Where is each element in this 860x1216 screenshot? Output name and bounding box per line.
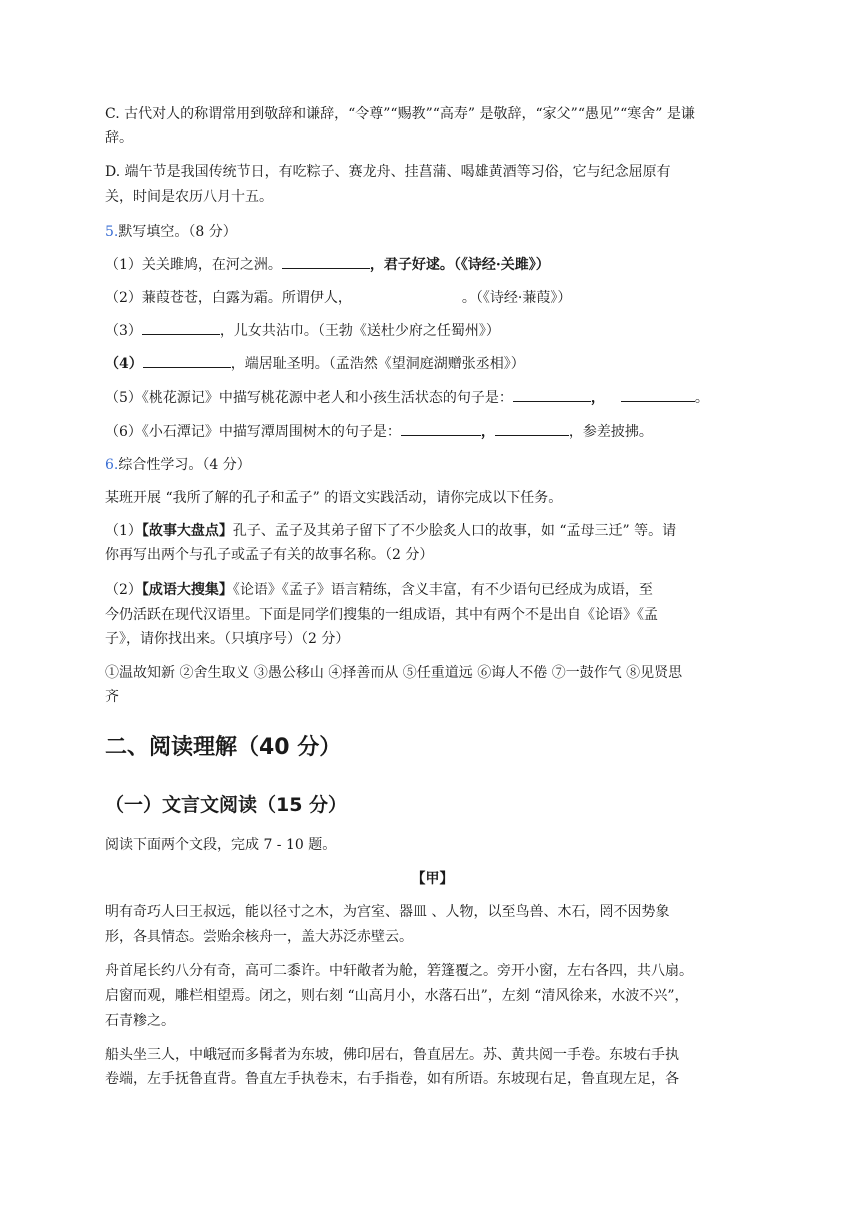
option-c-line-2: 辞。 xyxy=(105,130,133,146)
question-title-text: 默写填空。（8 分） xyxy=(118,224,237,240)
item-text: ，端居耻圣明。（孟浩然《望洞庭湖赠张丞相》） xyxy=(230,356,525,372)
section-heading: 二、阅读理解（40 分） xyxy=(105,735,342,760)
question-number: 6. xyxy=(105,457,119,473)
q5-item-3 xyxy=(105,318,760,344)
q6-task-1-line-1 xyxy=(105,518,760,544)
answer-blank[interactable] xyxy=(142,319,220,335)
answer-blank[interactable] xyxy=(513,386,591,402)
item-text: ，参差披拂。 xyxy=(568,424,653,440)
q6-task-2-line-1 xyxy=(105,577,760,603)
q6-task-2-line-3: 子》，请你找出来。（只填序号）（2 分） xyxy=(105,631,350,647)
answer-blank[interactable] xyxy=(143,352,231,368)
question-6-title xyxy=(105,452,760,478)
task-text: 《论语》《孟子》语言精练，含义丰富，有不少语句已经成为成语，至 xyxy=(232,582,653,598)
passage-label: 【甲】 xyxy=(411,871,454,887)
q6-idioms-line-2: 齐 xyxy=(105,689,119,705)
q6-idioms-line-1: ①温故知新 ②舍生取义 ③愚公移山 ④择善而从 ⑤任重道远 ⑥诲人不倦 ⑦一鼓作气 ⑧见贤思 xyxy=(105,665,683,681)
q6-task-1-line-2: 你再写出两个与孔子或孟子有关的故事名称。（2 分） xyxy=(105,547,434,563)
subsection-heading: （一）文言文阅读（15 分） xyxy=(105,794,348,816)
item-text: （2）蒹葭苍苍，白露为霜。所谓伊人， xyxy=(105,290,352,306)
item-text: （1）关关雎鸠，在河之洲。 xyxy=(105,257,282,273)
option-c-line-1: C. 古代对人的称谓常用到敬辞和谦辞，“令尊”“赐教”“高寿” 是敬辞，“家父”“愚见”“寒舍” 是谦 xyxy=(105,106,695,122)
item-text: 。（《诗经·蒹葭》） xyxy=(461,290,572,306)
passage-para-2-line-1: 舟首尾长约八分有奇，高可二黍许。中轩敞者为舱，箬篷覆之。旁开小窗，左右各四，共八扇。 xyxy=(105,963,693,979)
task-prefix: （2） xyxy=(105,582,142,598)
answer-blank[interactable] xyxy=(282,253,370,269)
question-5-title xyxy=(105,219,760,245)
q5-item-1 xyxy=(105,252,760,278)
option-d-line-2: 关，时间是农历八月十五。 xyxy=(105,189,273,205)
item-text: ， xyxy=(590,390,605,406)
passage-para-2-line-3: 石青糁之。 xyxy=(105,1013,175,1029)
task-prefix: （1） xyxy=(105,523,142,539)
passage-para-3-line-2: 卷端，左手抚鲁直背。鲁直左手执卷末，右手指卷，如有所语。东坡现右足，鲁直现左足，各 xyxy=(105,1071,679,1087)
item-text: （4） xyxy=(105,356,143,372)
item-text: （5）《桃花源记》中描写桃花源中老人和小孩生活状态的句子是： xyxy=(105,390,513,406)
passage-para-2-line-2: 启窗而观，雕栏相望焉。闭之，则右刻 “山高月小，水落石出”，左刻 “清风徐来，水波不兴”， xyxy=(105,988,689,1004)
question-number: 5. xyxy=(105,224,119,240)
task-text: 孔子、孟子及其弟子留下了不少脍炙人口的故事，如 “孟母三迁” 等。请 xyxy=(232,523,677,539)
task-tag: 【故事大盘点】 xyxy=(141,523,233,539)
q6-intro: 某班开展 “我所了解的孔子和孟子” 的语文实践活动，请你完成以下任务。 xyxy=(105,490,563,506)
answer-blank[interactable] xyxy=(621,386,695,402)
item-text: （3） xyxy=(105,323,142,339)
answer-blank[interactable] xyxy=(495,420,569,436)
item-text: ，君子好逑。（《诗经·关雎》） xyxy=(369,257,550,273)
q5-item-4 xyxy=(105,351,760,377)
reading-instruction: 阅读下面两个文段，完成 7 - 10 题。 xyxy=(105,837,337,853)
item-text: ，儿女共沾巾。（王勃《送杜少府之任蜀州》） xyxy=(219,323,500,339)
option-d-line-1: D. 端午节是我国传统节日，有吃粽子、赛龙舟、挂菖蒲、喝雄黄酒等习俗，它与纪念屈原有 xyxy=(105,164,671,180)
passage-para-1-line-2: 形，各具情态。尝贻余核舟一，盖大苏泛赤壁云。 xyxy=(105,929,413,945)
task-tag: 【成语大搜集】 xyxy=(141,582,233,598)
q6-task-2-line-2: 今仍活跃在现代汉语里。下面是同学们搜集的一组成语，其中有两个不是出自《论语》《孟 xyxy=(105,607,658,623)
question-title-text: 综合性学习。（4 分） xyxy=(118,457,251,473)
answer-blank[interactable] xyxy=(401,420,481,436)
q5-item-6 xyxy=(105,419,760,445)
item-text: （6）《小石潭记》中描写潭周围树木的句子是： xyxy=(105,424,401,440)
item-text: ， xyxy=(480,424,495,440)
q5-item-2 xyxy=(105,285,760,311)
item-text: 。 xyxy=(694,390,709,406)
passage-para-1-line-1: 明有奇巧人曰王叔远，能以径寸之木，为宫室、器皿 、人物，以至鸟兽、木石，罔不因势象 xyxy=(105,904,670,920)
passage-para-3-line-1: 船头坐三人，中峨冠而多髯者为东坡，佛印居右，鲁直居左。苏、黄共阅一手卷。东坡右手执 xyxy=(105,1047,679,1063)
q5-item-5 xyxy=(105,385,760,411)
